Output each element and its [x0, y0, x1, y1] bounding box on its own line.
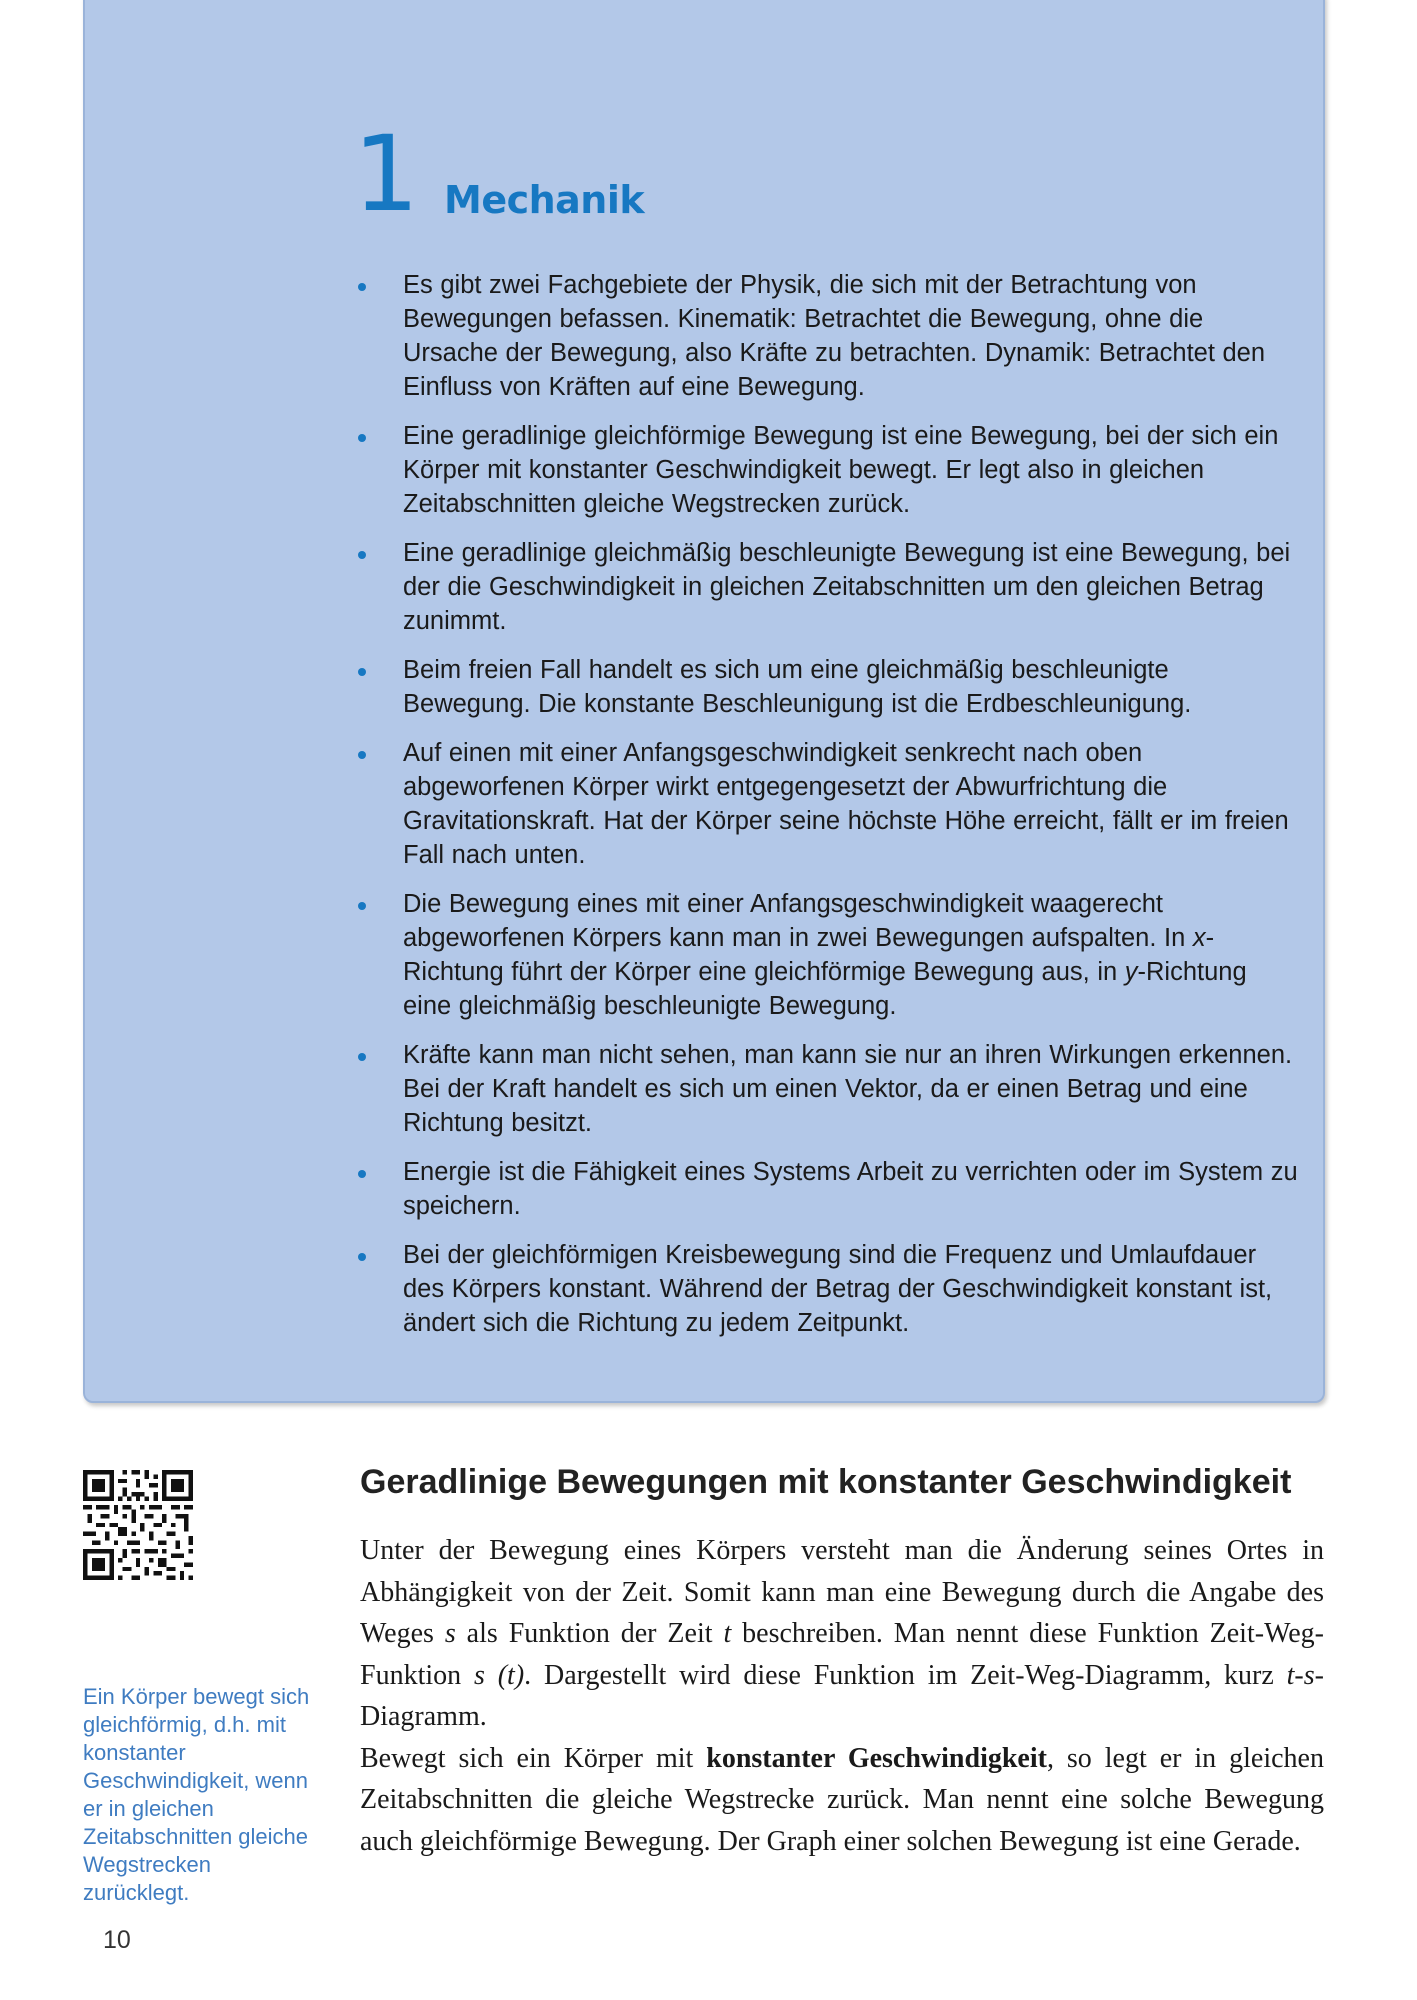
summary-bullet [358, 268, 1298, 404]
summary-bullet-list [358, 268, 1298, 1355]
sidebar-note: Ein Körper bewegt sich gleichförmig, d.h. mit konstanter Geschwindigkeit, wenn er in gleichen Zeitabschnitten gleiche Wegstrecken zurücklegt. [83, 1684, 310, 1905]
bullet-dot-icon [358, 751, 366, 759]
summary-bullet [358, 1038, 1298, 1140]
variable-t: t [723, 1618, 732, 1649]
text-run: Bewegt sich ein Körper mit [360, 1742, 707, 1774]
bullet-text-pre: Die Bewegung eines mit einer Anfangsgeschwindigkeit waagerecht abgeworfenen Körpers kann man in zwei Bewegungen aufspalten. In [403, 890, 1193, 952]
variable-y: y [1124, 958, 1138, 986]
body-paragraph-1 [360, 1530, 1324, 1738]
variable-s: s [444, 1618, 456, 1649]
bullet-text: Eine geradlinige gleichförmige Bewegung ist eine Bewegung, bei der sich ein Körper mit konstanter Geschwindigkeit bewegt. Er legt also in gleichen Zeitabschnitten gleiche Wegstrecken zurück. [403, 422, 1279, 518]
summary-bullet [358, 887, 1298, 1023]
page-number: 10 [103, 1926, 131, 1954]
bullet-text: Kräfte kann man nicht sehen, man kann sie nur an ihren Wirkungen erkennen. Bei der Kraft handelt es sich um einen Vektor, da er einen Betrag und eine Richtung besitzt. [403, 1041, 1293, 1137]
summary-bullet [358, 536, 1298, 638]
variable-t-s: t-s [1286, 1659, 1315, 1691]
bullet-dot-icon [358, 668, 366, 676]
bullet-dot-icon [358, 902, 366, 910]
chapter-number: 1 [353, 113, 420, 235]
variable-x: x [1192, 924, 1206, 952]
text-run: als Funktion der Zeit [455, 1618, 724, 1649]
text-run: . Dargestellt wird diese Funktion im Zeit-Weg-Diagramm, kurz [524, 1659, 1287, 1691]
bullet-dot-icon [358, 434, 366, 442]
summary-bullet [358, 419, 1298, 521]
summary-bullet [358, 653, 1298, 721]
bullet-dot-icon [358, 551, 366, 559]
section-heading: Geradlinige Bewegungen mit konstanter Geschwindigkeit [360, 1463, 1292, 1501]
bold-term: konstanter Geschwindigkeit [706, 1742, 1047, 1774]
function-s-of-t: s (t) [473, 1659, 525, 1691]
qr-code-icon[interactable] [83, 1470, 193, 1580]
text-run: -Diagramm. [360, 1659, 1324, 1732]
bullet-text: Energie ist die Fähigkeit eines Systems Arbeit zu verrichten oder im System zu speichern. [403, 1158, 1298, 1220]
text-run: Unter der Bewegung eines Körpers versteht man die Änderung seines Ortes in Abhängigkeit von der Zeit. Somit kann man eine Bewegung durch die Angabe des Weges [360, 1535, 1324, 1649]
summary-bullet [358, 736, 1298, 872]
body-paragraph-2 [360, 1738, 1324, 1863]
summary-bullet [358, 1155, 1298, 1223]
bullet-text: Es gibt zwei Fachgebiete der Physik, die sich mit der Betrachtung von Bewegungen befassen. Kinematik: Betrachtet die Bewegung, ohne die Ursache der Bewegung, also Kräfte zu betrachten. Dynamik: Betrachtet den Einfluss von Kräften auf eine Bewegung. [403, 271, 1266, 401]
bullet-dot-icon [358, 1253, 366, 1261]
bullet-text: Eine geradlinige gleichmäßig beschleunigte Bewegung ist eine Bewegung, bei der die Geschwindigkeit in gleichen Zeitabschnitten um den gleichen Betrag zunimmt. [403, 539, 1291, 635]
bullet-text: Bei der gleichförmigen Kreisbewegung sind die Frequenz und Umlaufdauer des Körpers konstant. Während der Betrag der Geschwindigkeit konstant ist, ändert sich die Richtung zu jedem Zeitpunkt. [403, 1241, 1273, 1337]
bullet-text-mid: -Richtung führt der Körper eine gleichförmige Bewegung aus, in [403, 924, 1215, 986]
bullet-dot-icon [358, 1170, 366, 1178]
bullet-dot-icon [358, 283, 366, 291]
chapter-title: Mechanik [444, 178, 645, 222]
bullet-text: Auf einen mit einer Anfangsgeschwindigkeit senkrecht nach oben abgeworfenen Körper wirkt entgegengesetzt der Abwurfrichtung die Gravitationskraft. Hat der Körper seine höchste Höhe erreicht, fällt er im freien Fall nach unten. [403, 739, 1289, 869]
text-run: , so legt er in gleichen Zeitabschnitten die gleiche Wegstrecke zurück. Man nennt eine solche Bewegung auch gleichförmige Bewegung. Der Graph einer solchen Bewegung ist eine Gerade. [360, 1742, 1324, 1857]
summary-bullet [358, 1238, 1298, 1340]
bullet-text: Beim freien Fall handelt es sich um eine gleichmäßig beschleunigte Bewegung. Die konstante Beschleunigung ist die Erdbeschleunigung. [403, 656, 1192, 718]
section-body [360, 1530, 1324, 1862]
bullet-text-post: -Richtung eine gleichmäßig beschleunigte Bewegung. [403, 958, 1247, 1020]
bullet-dot-icon [358, 1053, 366, 1061]
text-run: beschreiben. Man nennt diese Funktion Zeit-Weg-Funktion [360, 1618, 1325, 1691]
